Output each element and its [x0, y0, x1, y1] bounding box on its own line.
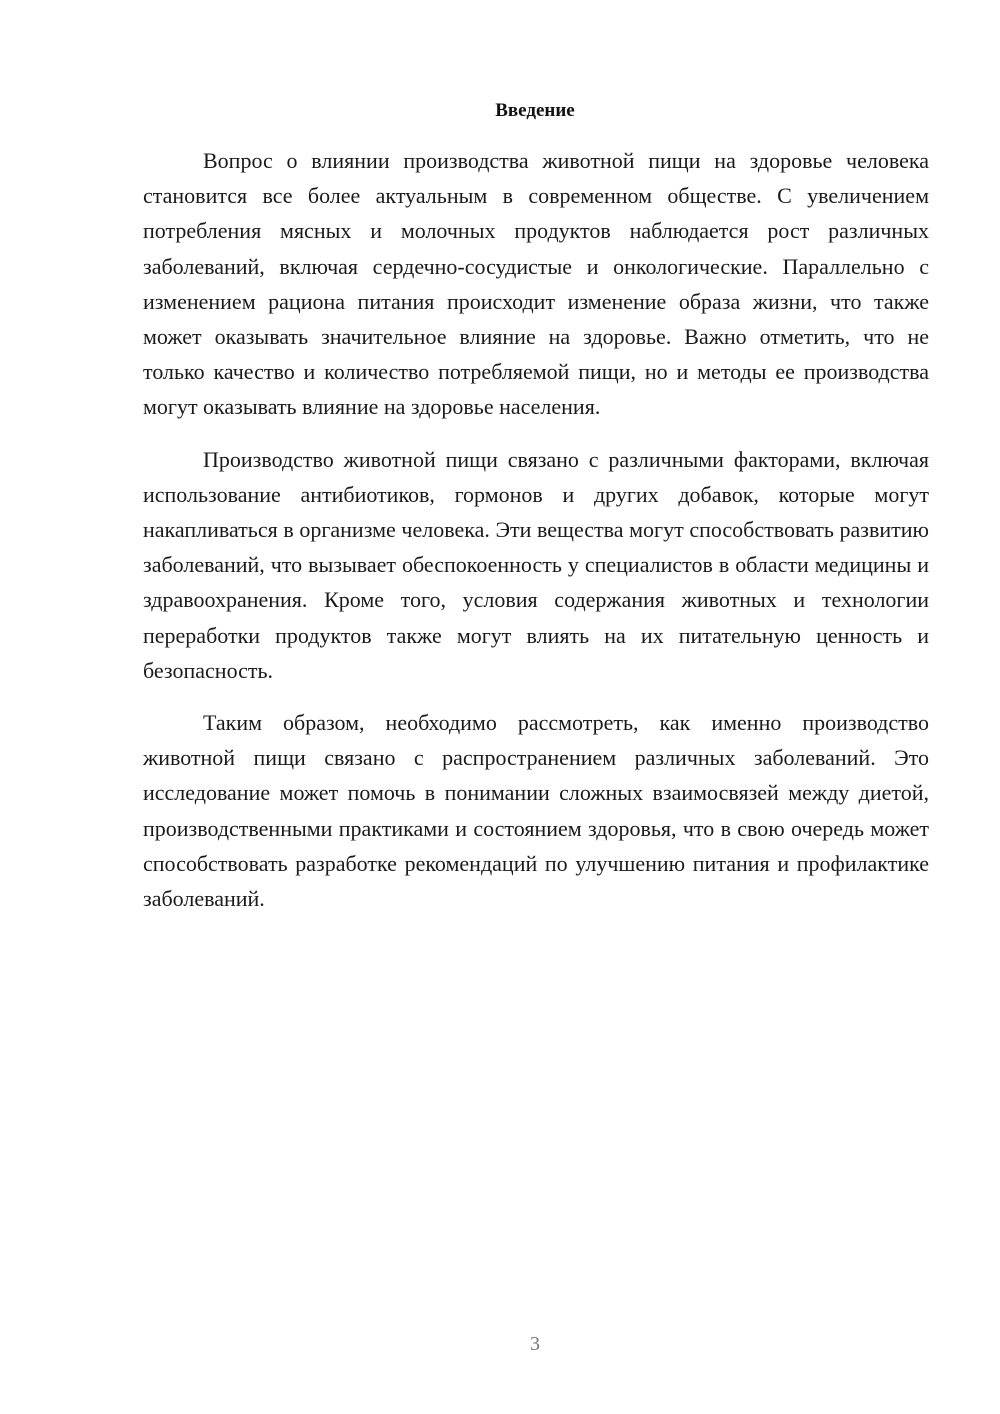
page-number: 3: [530, 1333, 540, 1355]
paragraph-2: Производство животной пищи связано с различными факторами, включая использование антибиотиков, гормонов и других добавок, которые могут накапливаться в организме человека. Эти вещества могут способствовать развитию заболеваний, что вызывает обеспокоенность у специалистов в области медицины и здравоохранения. Кроме того, условия содержания животных и технологии переработки продуктов также могут влиять на их питательную ценность и безопасность.: [143, 446, 929, 683]
section-heading: Введение: [495, 100, 575, 121]
body-text: [143, 143, 929, 933]
paragraph-3: Таким образом, необходимо рассмотреть, как именно производство животной пищи связано с распространением различных заболеваний. Это исследование может помочь в понимании сложных взаимосвязей между диетой, производственными практиками и состоянием здоровья, что в свою очередь может способствовать разработке рекомендаций по улучшению питания и профилактике заболеваний.: [143, 710, 929, 912]
paragraph-1: Вопрос о влиянии производства животной пищи на здоровье человека становится все более актуальным в современном обществе. С увеличением потребления мясных и молочных продуктов наблюдается рост различных заболеваний, включая сердечно-сосудистые и онкологические. Параллельно с изменением рациона питания происходит изменение образа жизни, что также может оказывать значительное влияние на здоровье. Важно отметить, что не только качество и количество потребляемой пищи, но и методы ее производства могут оказывать влияние на здоровье населения.: [143, 148, 929, 420]
